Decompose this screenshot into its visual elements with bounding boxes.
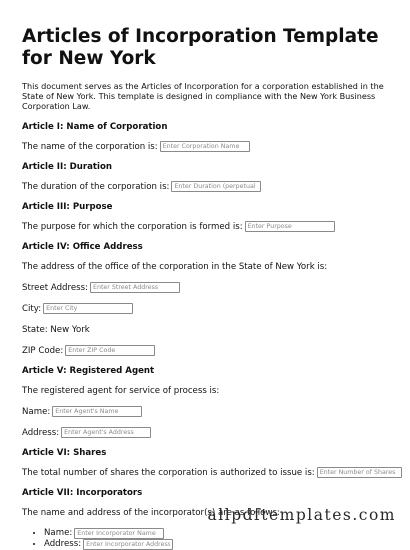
- duration-input[interactable]: [171, 181, 261, 192]
- shares-input[interactable]: [317, 467, 402, 478]
- street-address-input[interactable]: [90, 282, 180, 293]
- state-text: State: New York: [22, 324, 90, 335]
- duration-row: [22, 181, 392, 193]
- article-7-heading: Article VII: Incorporators: [22, 487, 143, 498]
- site-watermark: allpdftemplates.com: [207, 506, 396, 524]
- city-label: City:: [22, 303, 42, 314]
- office-address-text: The address of the office of the corporation in the State of New York is:: [22, 261, 328, 272]
- duration-label: The duration of the corporation is:: [22, 181, 170, 192]
- incorporators-list: [22, 528, 392, 550]
- incorporator-name-label: • Name:: [44, 527, 73, 538]
- agent-address-row: [22, 427, 392, 439]
- list-item: [44, 539, 392, 550]
- purpose-label: The purpose for which the corporation is formed is:: [22, 221, 243, 232]
- incorporator-address-label: • Address:: [44, 538, 82, 549]
- list-item: [44, 528, 392, 539]
- agent-name-input[interactable]: [52, 406, 142, 417]
- incorporator-address-row: [44, 539, 392, 550]
- zip-code-row: [22, 345, 392, 357]
- agent-address-label: Address:: [22, 427, 60, 438]
- article-1-heading: Article I: Name of Corporation: [22, 121, 168, 132]
- article-3-heading: Article III: Purpose: [22, 201, 113, 212]
- agent-name-label: Name:: [22, 406, 51, 417]
- page-title: Articles of Incorporation Template for New York: [22, 26, 379, 69]
- shares-row: [22, 467, 392, 479]
- city-input[interactable]: [43, 303, 133, 314]
- intro-paragraph: This document serves as the Articles of Incorporation for a corporation established in the State of New York. This template is designed in compliance with the New York Business Corporation Law.: [22, 81, 384, 112]
- corporation-name-input[interactable]: [160, 141, 250, 152]
- registered-agent-text: The registered agent for service of process is:: [22, 385, 220, 396]
- zip-code-label: ZIP Code:: [22, 345, 64, 356]
- street-address-label: Street Address:: [22, 282, 88, 293]
- agent-name-row: [22, 406, 392, 418]
- incorporator-address-input[interactable]: [83, 539, 173, 550]
- corporation-name-label: The name of the corporation is:: [22, 141, 158, 152]
- article-2-heading: Article II: Duration: [22, 161, 112, 172]
- incorporator-name-row: [44, 528, 392, 539]
- shares-label: The total number of shares the corporation is authorized to issue is:: [22, 467, 315, 478]
- incorporator-name-input[interactable]: [74, 528, 164, 539]
- article-6-heading: Article VI: Shares: [22, 447, 107, 458]
- article-5-heading: Article V: Registered Agent: [22, 365, 155, 376]
- incorporators-text: The name and address of the incorporator(s) are as follows:: [22, 507, 280, 518]
- corporation-name-row: [22, 141, 392, 153]
- agent-address-input[interactable]: [61, 427, 151, 438]
- document-page: [22, 26, 392, 550]
- street-address-row: [22, 282, 392, 294]
- purpose-row: [22, 221, 392, 233]
- purpose-input[interactable]: [245, 221, 335, 232]
- article-4-heading: Article IV: Office Address: [22, 241, 143, 252]
- city-row: [22, 303, 392, 315]
- zip-code-input[interactable]: [65, 345, 155, 356]
